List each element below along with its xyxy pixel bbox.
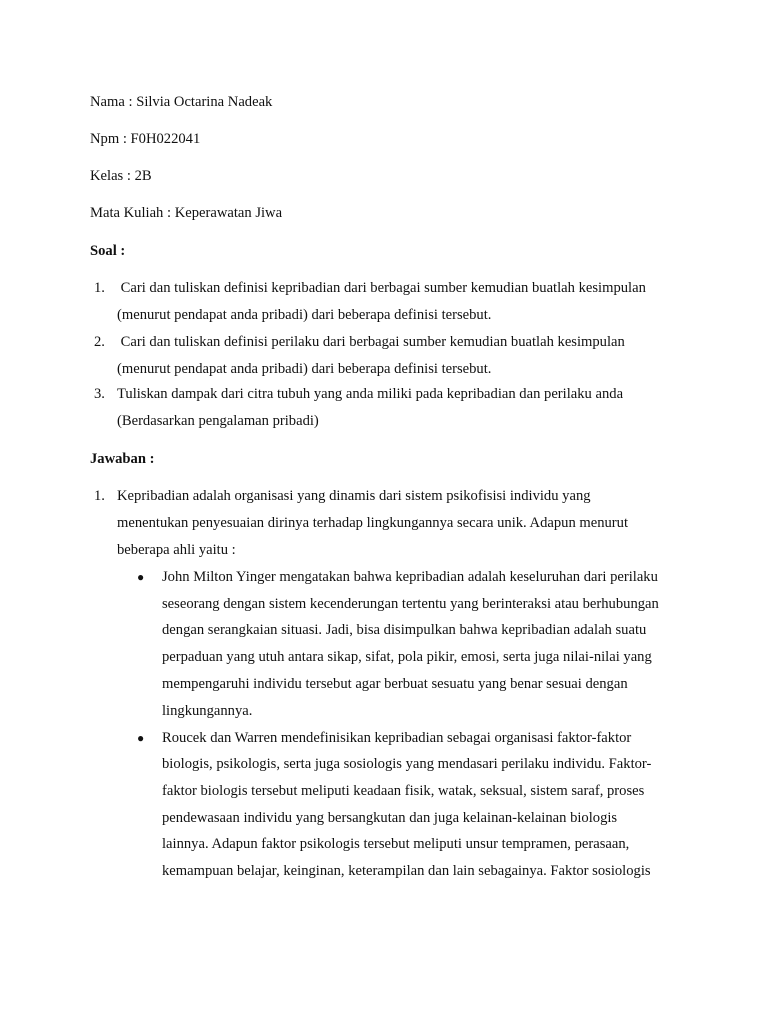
student-name: Nama : Silvia Octarina Nadeak (90, 94, 273, 110)
soal-text-line: (menurut pendapat anda pribadi) dari beberapa definisi tersebut. (117, 361, 492, 377)
jawaban-text-line: menentukan penyesuaian dirinya terhadap lingkungannya secara unik. Adapun menurut (117, 515, 629, 531)
bullet-icon: ● (137, 731, 145, 745)
bullet-text-line: lingkungannya. (162, 703, 253, 719)
student-class: Kelas : 2B (90, 168, 152, 184)
soal-text-line: (Berdasarkan pengalaman pribadi) (117, 413, 319, 429)
soal-text-line: Cari dan tuliskan definisi kepribadian dari berbagai sumber kemudian buatlah kesimpulan (117, 280, 646, 296)
bullet-text-line: Roucek dan Warren mendefinisikan kepribadian sebagai organisasi faktor-faktor (162, 730, 632, 746)
bullet-text-line: pendewasaan individu yang bersangkutan dan juga kelainan-kelainan biologis (162, 810, 618, 826)
bullet-text-line: John Milton Yinger mengatakan bahwa kepribadian adalah keseluruhan dari perilaku (162, 569, 658, 585)
jawaban-heading: Jawaban : (90, 451, 155, 467)
soal-text-line: Cari dan tuliskan definisi perilaku dari berbagai sumber kemudian buatlah kesimpulan (117, 334, 625, 350)
bullet-text-line: biologis, psikologis, serta juga sosiologis yang mendasari perilaku individu. Faktor- (162, 756, 652, 772)
soal-number: 2. (94, 334, 105, 350)
jawaban-text-line: beberapa ahli yaitu : (117, 542, 236, 558)
bullet-text-line: dengan serangkaian situasi. Jadi, bisa disimpulkan bahwa kepribadian adalah suatu (162, 622, 647, 638)
bullet-text-line: kemampuan belajar, keinginan, keterampilan dan lain sebagainya. Faktor sosiologis (162, 863, 651, 879)
bullet-text-line: perpaduan yang utuh antara sikap, sifat, pola pikir, emosi, serta juga nilai-nilai yang (162, 649, 652, 665)
bullet-text-line: lainnya. Adapun faktor psikologis tersebut meliputi unsur tempramen, perasaan, (162, 836, 630, 852)
bullet-icon: ● (137, 570, 145, 584)
bullet-text-line: seseorang dengan sistem kecenderungan tertentu yang berinteraksi atau berhubungan (162, 596, 659, 612)
soal-text-line: Tuliskan dampak dari citra tubuh yang anda miliki pada kepribadian dan perilaku anda (117, 386, 624, 402)
bullet-text-line: faktor biologis tersebut meliputi keadaan fisik, watak, seksual, sistem saraf, proses (162, 783, 645, 799)
soal-heading: Soal : (90, 243, 126, 259)
bullet-text-line: mempengaruhi individu tersebut agar berbuat sesuatu yang benar sesuai dengan (162, 676, 628, 692)
course-name: Mata Kuliah : Keperawatan Jiwa (90, 205, 283, 221)
soal-number: 1. (94, 280, 105, 296)
jawaban-number: 1. (94, 488, 105, 504)
soal-number: 3. (94, 386, 105, 402)
soal-text-line: (menurut pendapat anda pribadi) dari beberapa definisi tersebut. (117, 307, 492, 323)
student-npm: Npm : F0H022041 (90, 131, 201, 147)
jawaban-text-line: Kepribadian adalah organisasi yang dinamis dari sistem psikofisisi individu yang (117, 488, 591, 504)
